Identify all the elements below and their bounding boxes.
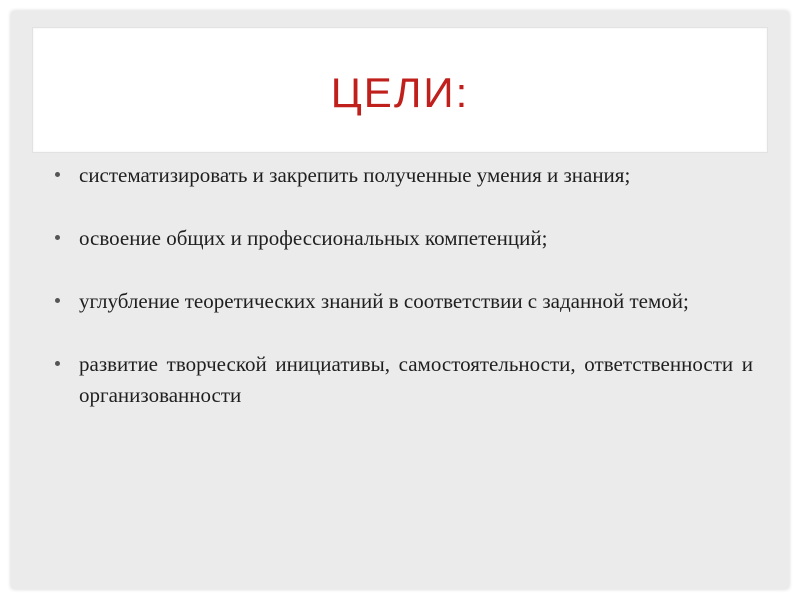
- slide-title: ЦЕЛИ:: [330, 69, 470, 116]
- bullet-icon: [55, 235, 60, 240]
- bullet-icon: [55, 361, 60, 366]
- list-item: [55, 223, 753, 254]
- bullet-text: развитие творческой инициативы, самостоятельности, ответственности и организованности: [79, 352, 753, 407]
- bullet-icon: [55, 298, 60, 303]
- bullet-text: систематизировать и закрепить полученные умения и знания;: [79, 163, 631, 187]
- title-box: [32, 27, 768, 153]
- list-item: [55, 160, 753, 191]
- bullet-list: [55, 160, 753, 411]
- bullet-text: углубление теоретических знаний в соответствии с заданной темой;: [79, 289, 689, 313]
- list-item: [55, 349, 753, 411]
- bullet-text: освоение общих и профессиональных компетенций;: [79, 226, 548, 250]
- bullet-icon: [55, 172, 60, 177]
- list-item: [55, 286, 753, 317]
- slide: [11, 11, 789, 589]
